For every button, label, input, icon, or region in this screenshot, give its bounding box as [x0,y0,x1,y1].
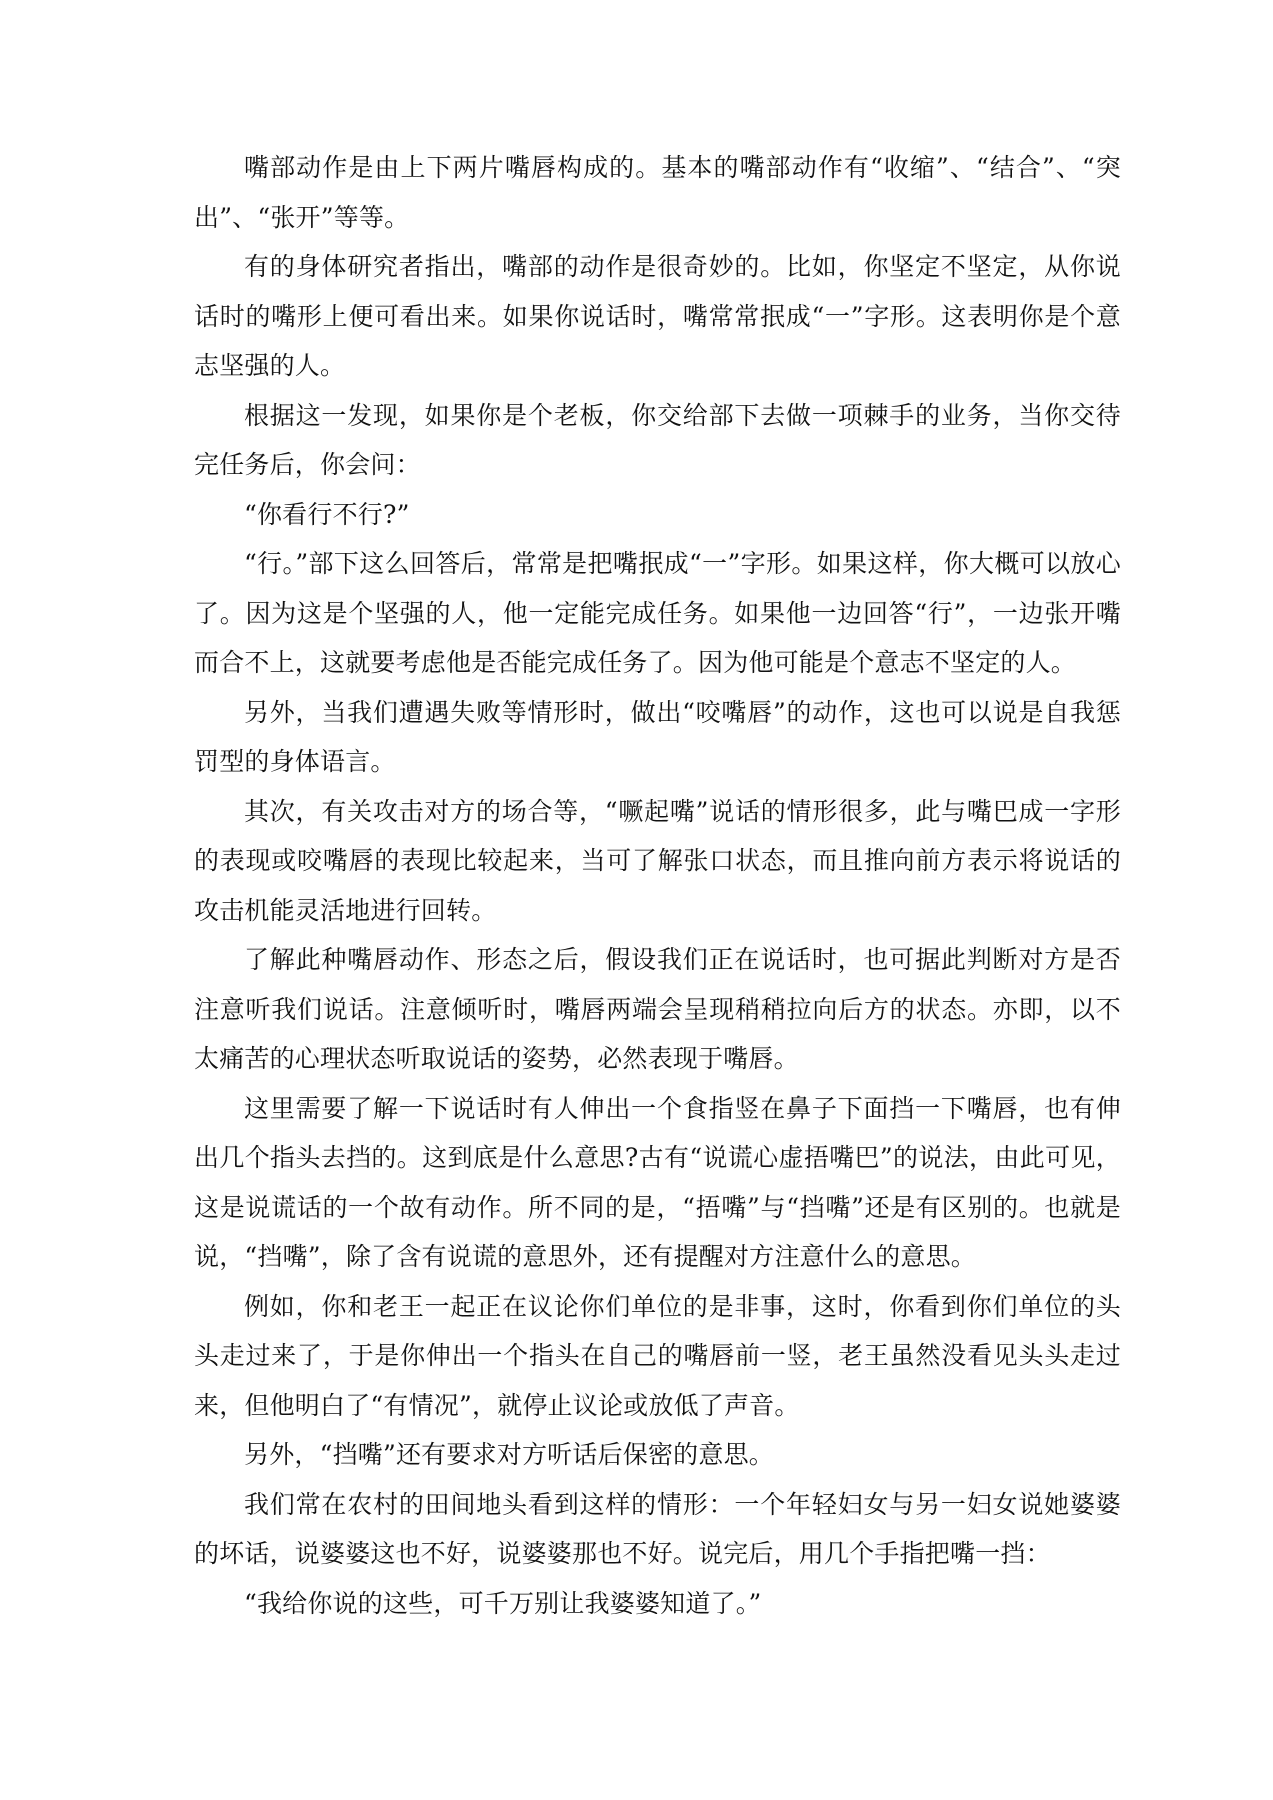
paragraph-10: 例如，你和老王一起正在议论你们单位的是非事，这时，你看到你们单位的头头走过来了，于是你伸出一个指头在自己的嘴唇前一竖，老王虽然没看见头头走过来，但他明白了“有情况”，就停止议论或放低了声音。 [194,1291,1121,1420]
paragraph-7: 其次，有关攻击对方的场合等，“噘起嘴”说话的情形很多，此与嘴巴成一字形的表现或咬嘴唇的表现比较起来，当可了解张口状态，而且推向前方表示将说话的攻击机能灵活地进行回转。 [194,796,1121,925]
paragraph-3: 根据这一发现，如果你是个老板，你交给部下去做一项棘手的业务，当你交待完任务后，你会问： [194,400,1121,479]
paragraph-13: “我给你说的这些，可千万别让我婆婆知道了。” [244,1588,762,1618]
paragraph-4: “你看行不行?” [244,499,410,529]
paragraph-11: 另外，“挡嘴”还有要求对方听话后保密的意思。 [244,1440,774,1469]
paragraph-5: “行。”部下这么回答后，常常是把嘴抿成“一”字形。如果这样，你大概可以放心了。因为这是个坚强的人，他一定能完成任务。如果他一边回答“行”，一边张开嘴而合不上，这就要考虑他是否能完成任务了。因为他可能是个意志不坚定的人。 [194,549,1121,677]
paragraph-6: 另外，当我们遭遇失败等情形时，做出“咬嘴唇”的动作，这也可以说是自我惩罚型的身体语言。 [194,697,1121,776]
paragraph-2: 有的身体研究者指出，嘴部的动作是很奇妙的。比如，你坚定不坚定，从你说话时的嘴形上便可看出来。如果你说话时，嘴常常抿成“一”字形。这表明你是个意志坚强的人。 [194,252,1121,380]
paragraph-12: 我们常在农村的田间地头看到这样的情形：一个年轻妇女与另一妇女说她婆婆的坏话，说婆婆这也不好，说婆婆那也不好。说完后，用几个手指把嘴一挡： [194,1489,1121,1568]
paragraph-8: 了解此种嘴唇动作、形态之后，假设我们正在说话时，也可据此判断对方是否注意听我们说话。注意倾听时，嘴唇两端会呈现稍稍拉向后方的状态。亦即，以不太痛苦的心理状态听取说话的姿势，必然表现于嘴唇。 [194,945,1121,1073]
paragraph-9: 这里需要了解一下说话时有人伸出一个食指竖在鼻子下面挡一下嘴唇，也有伸出几个指头去挡的。这到底是什么意思?古有“说谎心虚捂嘴巴”的说法，由此可见，这是说谎话的一个故有动作。所不同的是，“捂嘴”与“挡嘴”还是有区别的。也就是说，“挡嘴”，除了含有说谎的意思外，还有提醒对方注意什么的意思。 [194,1093,1121,1271]
document-body [194,143,1121,1628]
paragraph-1: 嘴部动作是由上下两片嘴唇构成的。基本的嘴部动作有“收缩”、“结合”、“突出”、“张开”等等。 [194,153,1121,232]
